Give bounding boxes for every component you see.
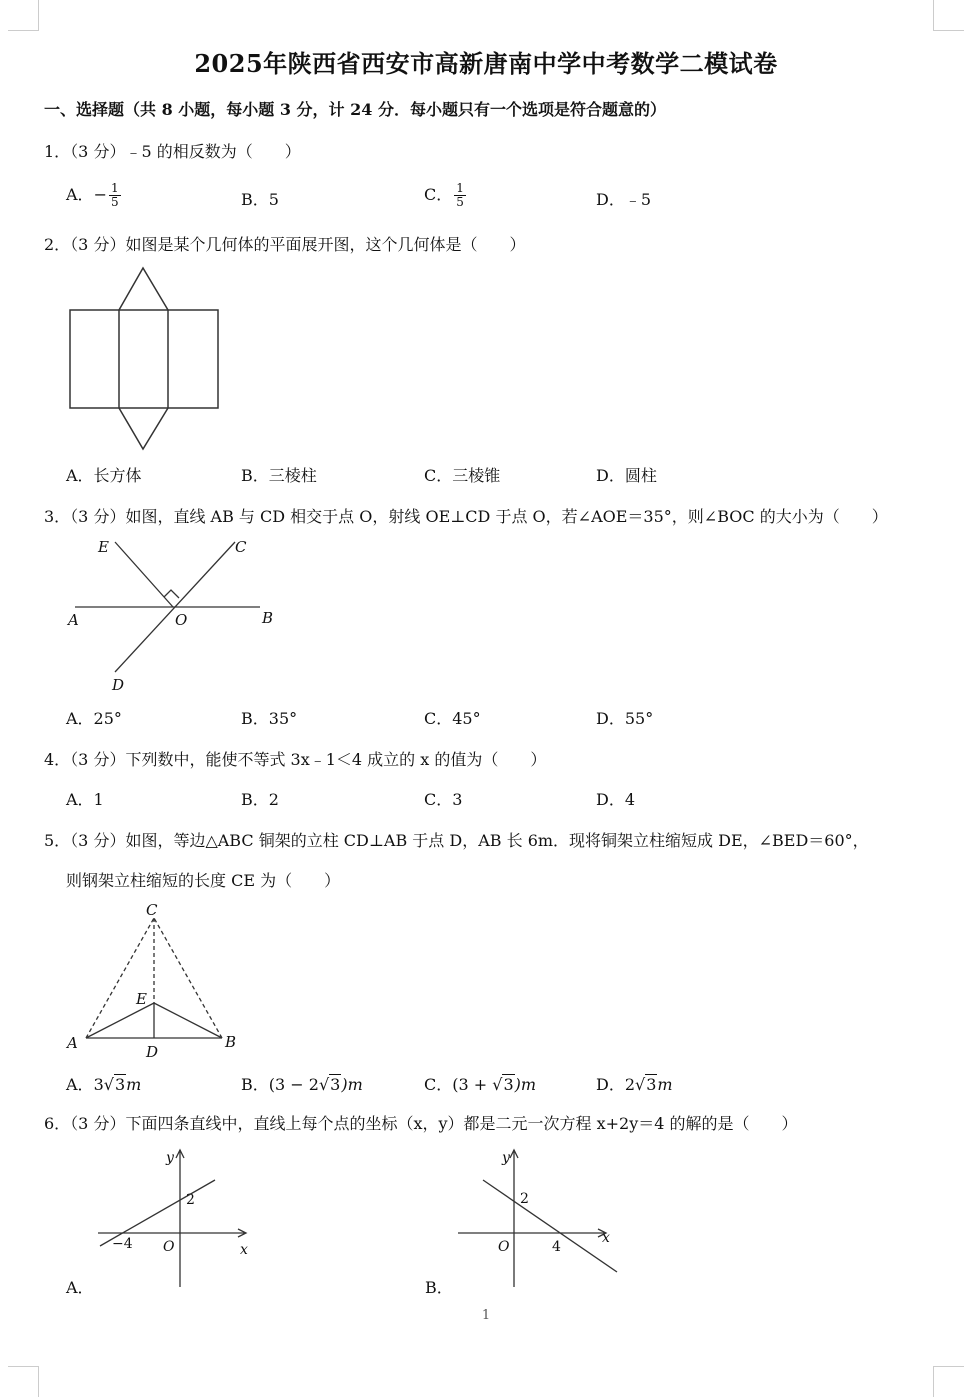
q6-option-b-graph[interactable]: [450, 1142, 630, 1292]
q4-option-b[interactable]: B．2: [241, 790, 279, 809]
point-label-d: D: [146, 1043, 159, 1061]
option-label: A．: [66, 1075, 94, 1094]
q4-option-d[interactable]: D．4: [596, 790, 636, 809]
x-axis-label: x: [602, 1230, 610, 1246]
segment-be: [154, 1003, 222, 1038]
unit: m: [126, 1075, 142, 1094]
triangle-frame-figure: [60, 898, 250, 1063]
fraction: [454, 182, 466, 209]
q5-option-b[interactable]: B．(3 − 2√3)m: [241, 1075, 363, 1094]
q1-option-a[interactable]: [66, 182, 123, 209]
coefficient: (3 +: [452, 1075, 493, 1094]
q6-option-b-label[interactable]: B．: [425, 1278, 453, 1297]
question-1-stem: 1．（3 分）﹣5 的相反数为（ ）: [44, 142, 301, 161]
origin-label: O: [498, 1239, 510, 1255]
net-bottom-triangle: [119, 408, 168, 449]
option-label: B．: [241, 1075, 269, 1094]
x-intercept-label: 4: [552, 1239, 561, 1255]
y-intercept-label: 2: [520, 1191, 529, 1207]
question-2-stem: 2．（3 分）如图是某个几何体的平面展开图，这个几何体是（ ）: [44, 235, 526, 254]
q2-option-a[interactable]: A．长方体: [66, 466, 142, 485]
radicand: 3: [330, 1075, 341, 1094]
coefficient: (3 − 2: [268, 1075, 319, 1094]
y-intercept-label: 2: [186, 1192, 195, 1208]
crop-mark-top-left: [8, 0, 39, 31]
point-label-e: E: [136, 990, 147, 1008]
option-label: C．: [424, 185, 453, 204]
radicand: 3: [503, 1075, 514, 1094]
q5-option-c[interactable]: C．(3 + √3)m: [424, 1075, 537, 1094]
q5-option-d[interactable]: D．2√3m: [596, 1075, 673, 1094]
page-number: 1: [481, 1308, 491, 1323]
point-label-b: B: [262, 609, 274, 627]
point-label-a: A: [68, 611, 79, 629]
point-label-c: C: [146, 901, 158, 919]
q3-option-b[interactable]: B．35°: [241, 709, 298, 728]
numerator: 1: [456, 181, 464, 195]
origin-label: O: [163, 1239, 175, 1255]
point-label-b: B: [225, 1033, 237, 1051]
intersecting-lines-figure: [60, 532, 290, 697]
point-label-c: C: [235, 538, 247, 556]
y-axis-label: y: [166, 1150, 174, 1166]
q4-option-a[interactable]: A．1: [66, 790, 104, 809]
fraction: [109, 182, 121, 209]
graph-line: [483, 1180, 617, 1272]
q3-option-c[interactable]: C．45°: [424, 709, 481, 728]
q1-option-d[interactable]: D．﹣5: [596, 190, 652, 209]
question-6-stem: 6．（3 分）下面四条直线中，直线上每个点的坐标（x，y）都是二元一次方程 x+2y＝4 的解的是（ ）: [44, 1114, 798, 1133]
crop-mark-bottom-left: [8, 1366, 39, 1397]
unit: )m: [514, 1075, 537, 1094]
coefficient: 2: [624, 1075, 636, 1094]
numerator: 1: [110, 181, 119, 195]
minus-sign: −: [93, 185, 107, 204]
q2-option-b[interactable]: B．三棱柱: [241, 466, 317, 485]
right-angle-mark: [164, 590, 179, 598]
prism-net-figure: [60, 262, 230, 454]
coefficient: 3: [93, 1075, 104, 1094]
unit: )m: [341, 1075, 363, 1094]
denominator: 5: [456, 195, 464, 209]
point-label-a: A: [67, 1034, 78, 1052]
q2-option-c[interactable]: C．三棱锥: [424, 466, 501, 485]
option-label: A．: [66, 185, 94, 204]
q3-option-d[interactable]: D．55°: [596, 709, 654, 728]
net-rectangles: [70, 310, 218, 408]
x-intercept-label: −4: [112, 1236, 133, 1252]
radicand: 3: [114, 1075, 126, 1094]
point-label-o: O: [175, 611, 188, 629]
question-3-stem: 3．（3 分）如图，直线 AB 与 CD 相交于点 O，射线 OE⊥CD 于点 O，若∠AOE＝35°，则∠BOC 的大小为（ ）: [44, 507, 888, 526]
point-label-e: E: [98, 538, 109, 556]
q3-option-a[interactable]: A．25°: [66, 709, 122, 728]
x-axis-label: x: [240, 1242, 248, 1258]
net-top-triangle: [119, 268, 168, 310]
segment-ae: [86, 1003, 154, 1038]
unit: m: [657, 1075, 673, 1094]
y-axis-label: y: [502, 1150, 510, 1166]
option-label: C．: [424, 1075, 453, 1094]
q1-option-b[interactable]: B．5: [241, 190, 279, 209]
crop-mark-top-right: [933, 0, 964, 31]
q1-option-c[interactable]: [424, 182, 468, 209]
option-label: D．: [596, 1075, 625, 1094]
q2-option-d[interactable]: D．圆柱: [596, 466, 657, 485]
q5-option-a[interactable]: A．3√3m: [66, 1075, 142, 1094]
question-5-stem-line-1: 5．（3 分）如图，等边△ABC 铜架的立柱 CD⊥AB 于点 D，AB 长 6m．现将铜架立柱缩短成 DE，∠BED＝60°，: [44, 831, 869, 850]
q4-option-c[interactable]: C．3: [424, 790, 463, 809]
radicand: 3: [646, 1075, 657, 1094]
point-label-d: D: [112, 676, 125, 694]
denominator: 5: [110, 195, 119, 209]
section-heading: 一、选择题（共 8 小题，每小题 3 分，计 24 分．每小题只有一个选项是符合题意的）: [44, 100, 666, 119]
q6-option-a-graph[interactable]: [90, 1142, 270, 1292]
q6-option-a-label[interactable]: A．: [66, 1278, 94, 1297]
document-title: 2025年陕西省西安市高新唐南中学中考数学二模试卷: [194, 49, 778, 78]
crop-mark-bottom-right: [933, 1366, 964, 1397]
question-4-stem: 4．（3 分）下列数中，能使不等式 3x﹣1＜4 成立的 x 的值为（ ）: [44, 750, 547, 769]
question-5-stem-line-2: 则钢架立柱缩短的长度 CE 为（ ）: [66, 871, 341, 890]
